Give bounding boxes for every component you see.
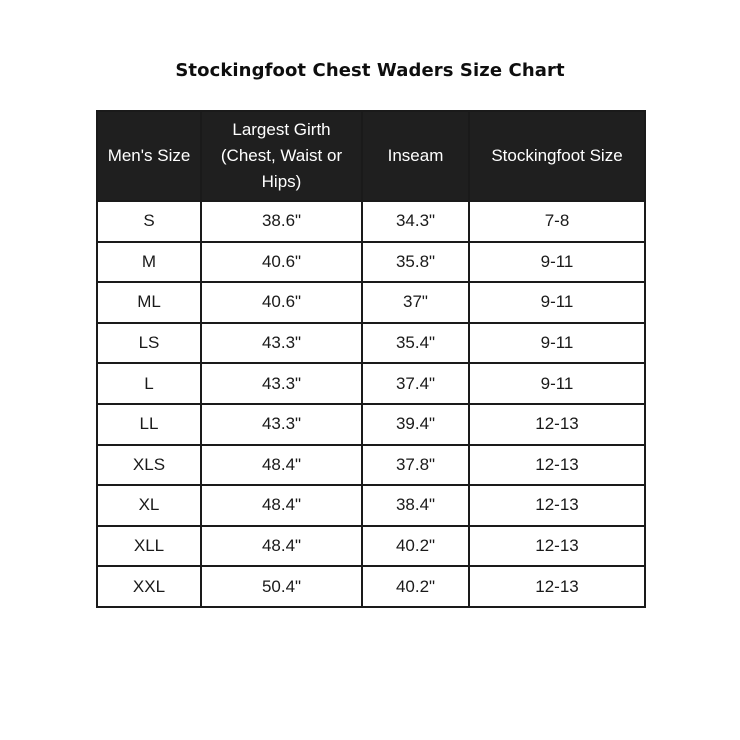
- cell-inseam: 34.3": [362, 201, 469, 242]
- cell-mens-size: XLL: [97, 526, 201, 567]
- cell-stockingfoot-size: 9-11: [469, 363, 645, 404]
- cell-largest-girth: 43.3": [201, 404, 362, 445]
- table-row: [97, 404, 645, 445]
- page-title: Stockingfoot Chest Waders Size Chart: [175, 60, 565, 81]
- table-row: [97, 526, 645, 567]
- cell-inseam: 35.4": [362, 323, 469, 364]
- cell-mens-size: L: [97, 363, 201, 404]
- cell-mens-size: XL: [97, 485, 201, 526]
- table-row: [97, 445, 645, 486]
- cell-mens-size: LS: [97, 323, 201, 364]
- cell-largest-girth: 40.6": [201, 242, 362, 283]
- cell-largest-girth: 48.4": [201, 526, 362, 567]
- cell-largest-girth: 40.6": [201, 282, 362, 323]
- cell-stockingfoot-size: 9-11: [469, 323, 645, 364]
- cell-largest-girth: 43.3": [201, 363, 362, 404]
- table-row: [97, 363, 645, 404]
- cell-inseam: 39.4": [362, 404, 469, 445]
- cell-inseam: 37.8": [362, 445, 469, 486]
- cell-inseam: 38.4": [362, 485, 469, 526]
- table-row: [97, 282, 645, 323]
- cell-inseam: 35.8": [362, 242, 469, 283]
- table-body: [97, 201, 645, 607]
- table-row: [97, 242, 645, 283]
- cell-mens-size: ML: [97, 282, 201, 323]
- cell-largest-girth: 38.6": [201, 201, 362, 242]
- cell-stockingfoot-size: 12-13: [469, 404, 645, 445]
- cell-stockingfoot-size: 12-13: [469, 566, 645, 607]
- cell-mens-size: XXL: [97, 566, 201, 607]
- cell-inseam: 37": [362, 282, 469, 323]
- cell-stockingfoot-size: 12-13: [469, 485, 645, 526]
- header-mens-size: Men's Size: [97, 111, 201, 201]
- table-row: [97, 323, 645, 364]
- cell-mens-size: S: [97, 201, 201, 242]
- cell-stockingfoot-size: 12-13: [469, 445, 645, 486]
- header-stockingfoot-size: Stockingfoot Size: [469, 111, 645, 201]
- cell-largest-girth: 43.3": [201, 323, 362, 364]
- cell-largest-girth: 48.4": [201, 445, 362, 486]
- cell-largest-girth: 50.4": [201, 566, 362, 607]
- cell-stockingfoot-size: 12-13: [469, 526, 645, 567]
- cell-inseam: 37.4": [362, 363, 469, 404]
- table-header: [97, 111, 645, 201]
- cell-inseam: 40.2": [362, 526, 469, 567]
- cell-mens-size: LL: [97, 404, 201, 445]
- cell-stockingfoot-size: 7-8: [469, 201, 645, 242]
- size-chart-table: [96, 110, 646, 608]
- cell-stockingfoot-size: 9-11: [469, 242, 645, 283]
- table-row: [97, 566, 645, 607]
- header-inseam: Inseam: [362, 111, 469, 201]
- cell-inseam: 40.2": [362, 566, 469, 607]
- header-row: [97, 111, 645, 201]
- cell-stockingfoot-size: 9-11: [469, 282, 645, 323]
- table-row: [97, 485, 645, 526]
- table-row: [97, 201, 645, 242]
- header-largest-girth: Largest Girth (Chest, Waist or Hips): [201, 111, 362, 201]
- cell-mens-size: M: [97, 242, 201, 283]
- cell-mens-size: XLS: [97, 445, 201, 486]
- cell-largest-girth: 48.4": [201, 485, 362, 526]
